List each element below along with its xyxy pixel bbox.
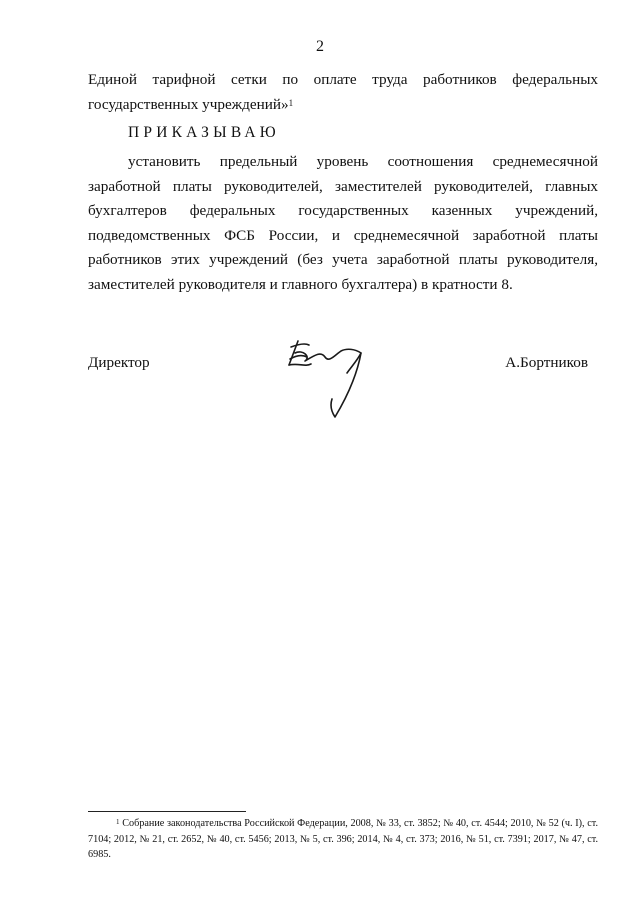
continuation-text: Единой тарифной сетки по оплате труда работников федеральных государственных учреждений» bbox=[88, 71, 598, 113]
footnote-divider bbox=[88, 811, 246, 812]
signatory-role: Директор bbox=[88, 354, 150, 371]
footnote-marker: 1 bbox=[116, 818, 120, 826]
signatory-name: А.Бортников bbox=[505, 354, 588, 371]
footnote bbox=[88, 816, 598, 863]
order-body-text: установить предельный уровень соотношения среднемесячной заработной платы руководителей, заместителей руководителей, главных бухгалтеров федеральных государственных казенных учреждений, подведомственных ФСБ России, и среднемесячной заработной платы работников этих учреждений (без учета заработной платы руководителя, заместителей руководителя и главного бухгалтера) в кратности 8. bbox=[88, 153, 598, 293]
page-number: 2 bbox=[316, 38, 324, 55]
order-heading: ПРИКАЗЫВАЮ bbox=[128, 124, 280, 141]
footnote-reference: 1 bbox=[288, 97, 294, 108]
continuation-paragraph bbox=[88, 68, 598, 117]
footnote-text: Собрание законодательства Российской Федерации, 2008, № 33, ст. 3852; № 40, ст. 4544; 2010, № 52 (ч. I), ст. 7104; 2012, № 21, ст. 2652, № 40, ст. 5456; 2013, № 5, ст. 396; 2014, № 4, ст. 373; 2016, № 51, ст. 7391; 2017, № 47, ст. 6985. bbox=[88, 818, 599, 860]
handwritten-signature bbox=[285, 335, 385, 425]
